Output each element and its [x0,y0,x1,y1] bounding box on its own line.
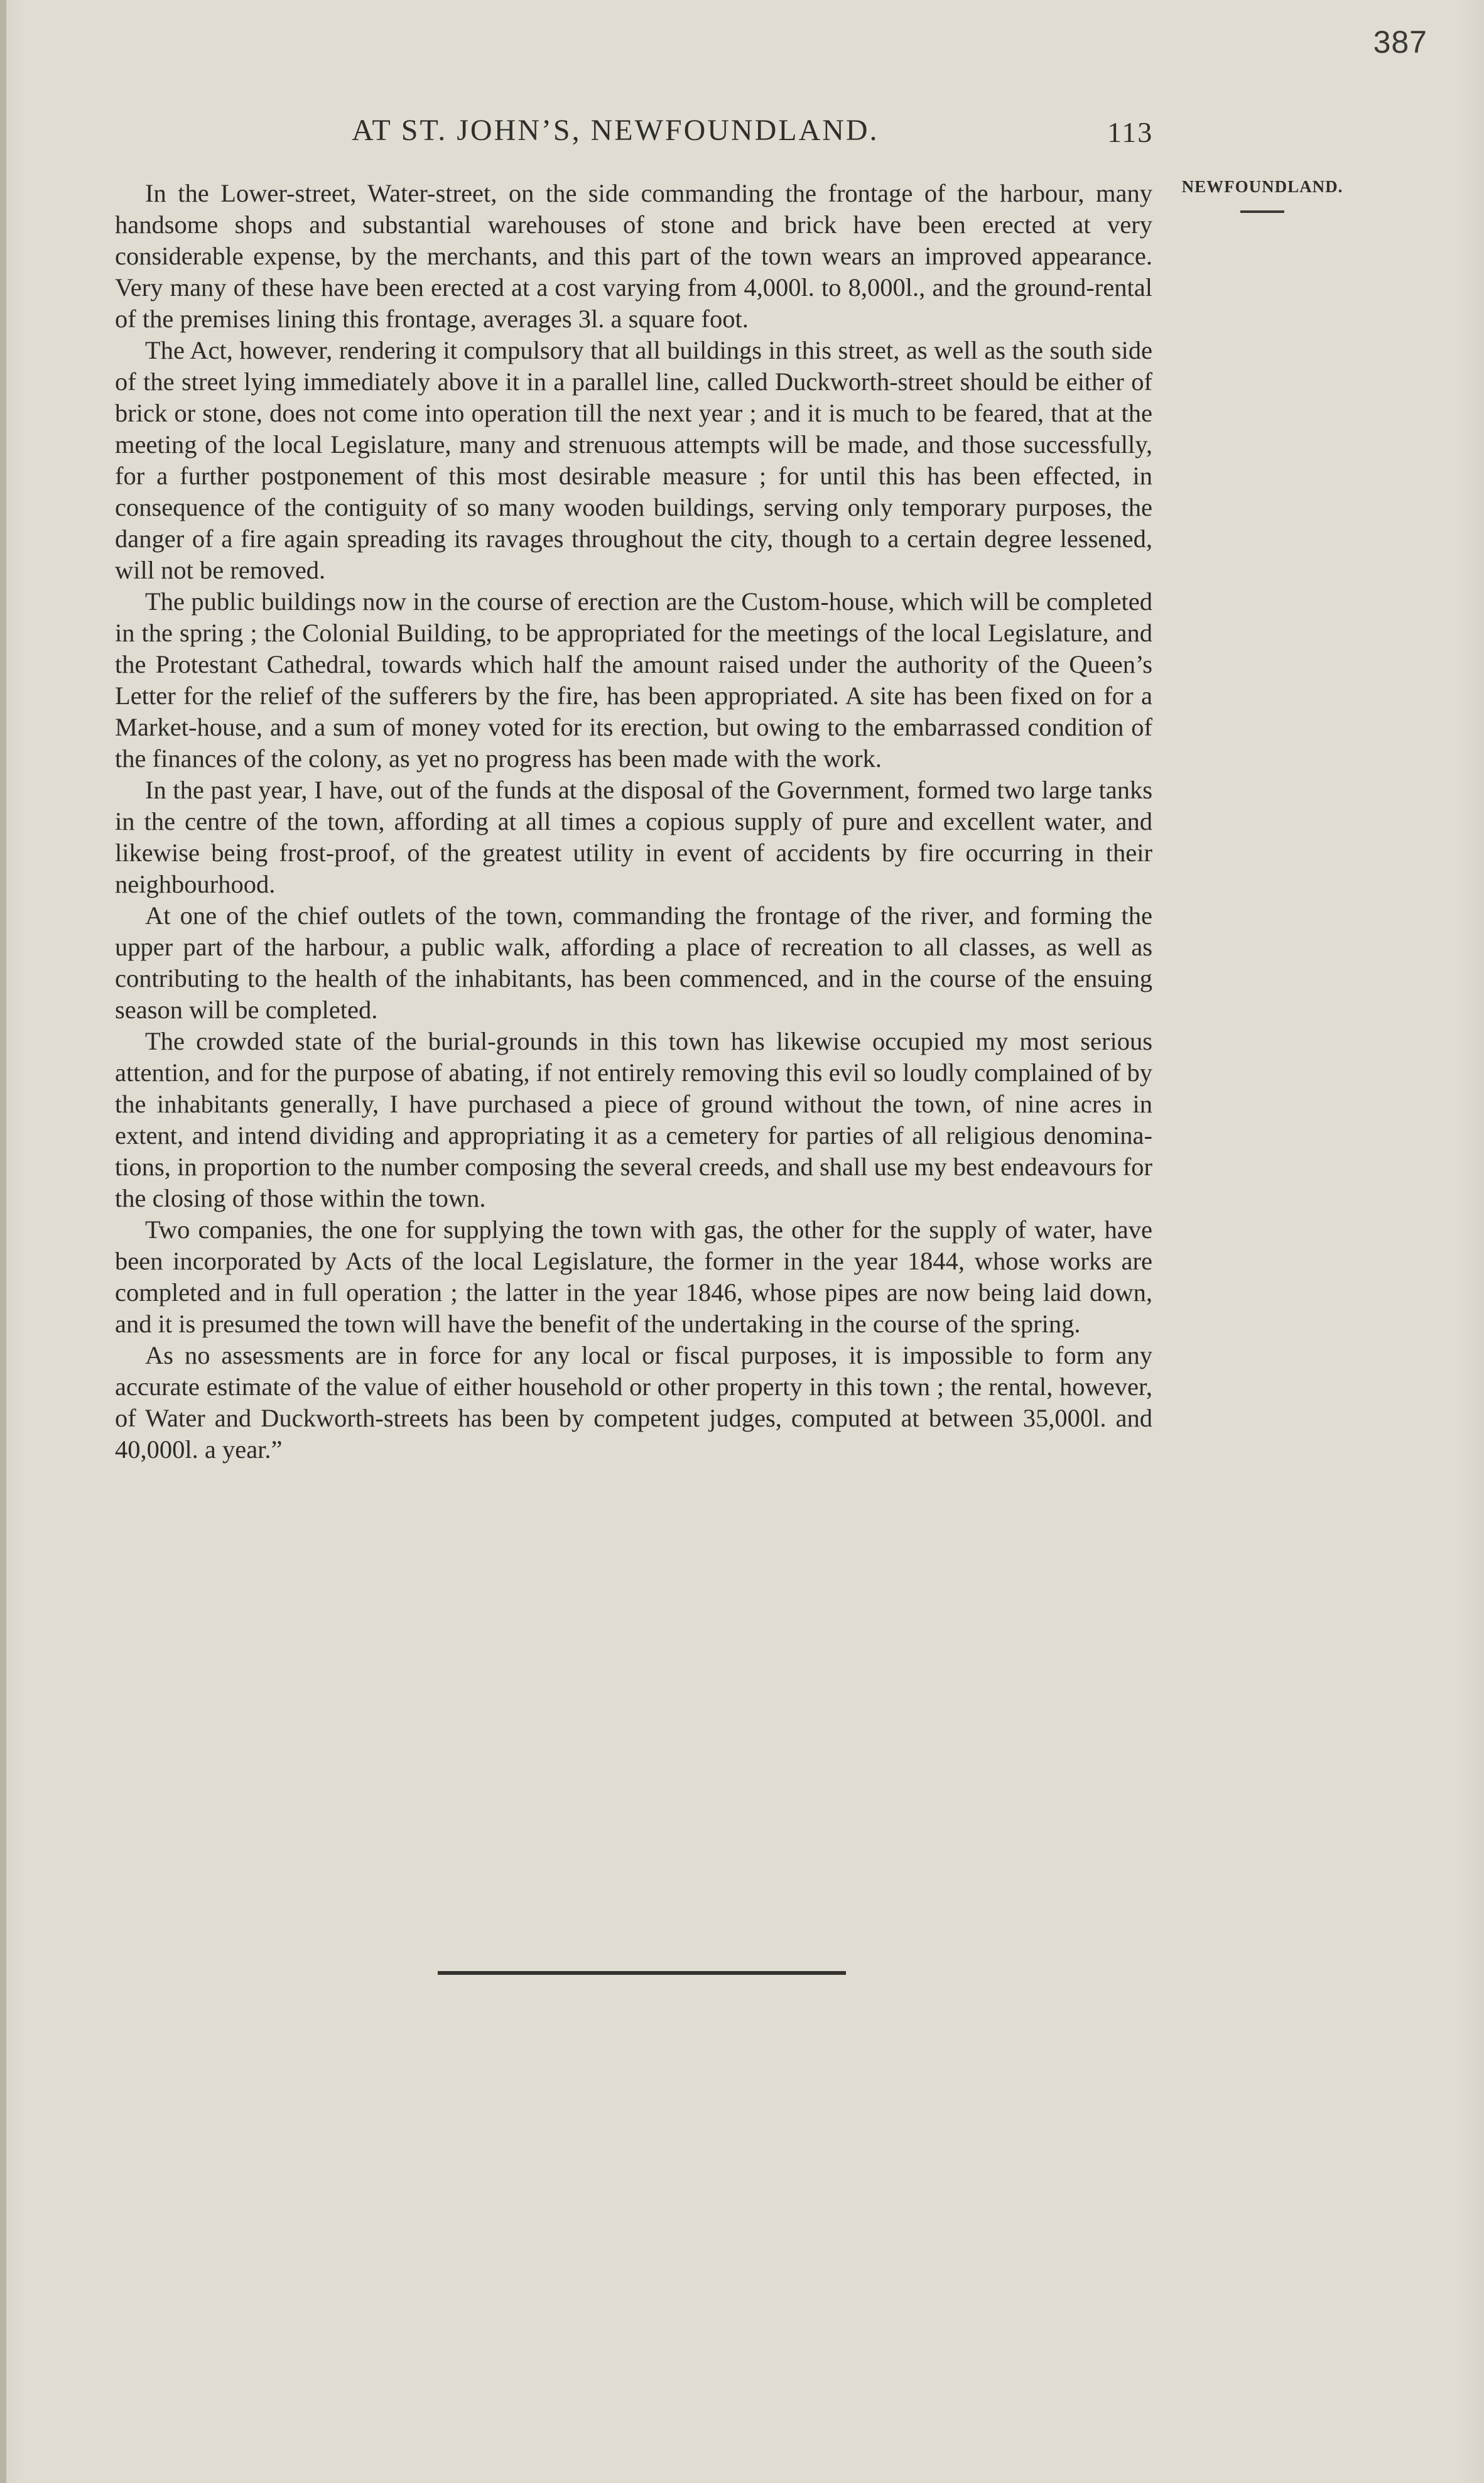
section-end-rule [438,1971,846,1975]
paragraph: Two companies, the one for supplying the town with gas, the other for the supply of water, have been incorporated by Acts of the local Legislature, the former in the year 1844, whose works are completed and in full operation ; the latter in the year 1846, whose pipes are now being laid down, and it is presumed the town will have the benefit of the undertaking in the course of the spring. [115,1215,1152,1338]
paragraph: At one of the chief outlets of the town, commanding the frontage of the river, and forming the upper part of the harbour, a public walk, affording a place of recreation to all classes, as well as contributing to the health of the inhabitants, has been commenced, and in the course of the ensuing season will be completed. [115,901,1152,1024]
margin-note-rule [1240,210,1284,213]
page-binding-edge [0,0,6,2483]
folio-number: 113 [1107,116,1154,148]
margin-note-label: NEWFOUNDLAND. [1181,177,1343,196]
running-head [352,113,1162,157]
paragraph: As no assessments are in force for any local or fiscal purposes, it is impossible to form any accurate estimate of the value of either household or other property in this town ; the rental, however, of Water and Duckworth-streets has been by competent judges, computed at between 35,000l. and 40,000l. a year.” [115,1341,1152,1464]
paragraph: In the past year, I have, out of the funds at the disposal of the Government, formed two large tanks in the centre of the town, affording at all times a copious supply of pure and excellent water, and likewise being frost-proof, of the greatest utility in event of accidents by fire occurring in their neighbourhood. [115,776,1152,898]
body-text [115,178,1152,1465]
paragraph: In the Lower-street, Water-street, on the side commanding the frontage of the harbour, many handsome shops and substantial warehouses of stone and brick have been erected at very considerable expense, by the merchants, and this part of the town wears an improved appearance. Very many of these have been erected at a cost varying from 4,000l. to 8,000l., and the ground-rental of the premises lining this frontage, averages 3l. a square foot. [115,179,1152,333]
running-title: AT ST. JOHN’S, NEWFOUNDLAND. [352,114,879,147]
paragraph: The public buildings now in the course of erection are the Custom-house, which will be completed in the spring ; the Colonial Building, to be appropriated for the meetings of the local Legislature, and the Protestant Cathedral, towards which half the amount raised under the authority of the Queen’s Letter for the relief of the sufferers by the fire, has been appropriated. A site has been fixed on for a Market-house, and a sum of money voted for its erection, but owing to the embarrassed condition of the finances of the colony, as yet no progress has been made with the work. [115,587,1152,773]
page-number: 387 [1373,24,1427,60]
paragraph: The Act, however, rendering it compulsory that all buildings in this street, as well as the south side of the street lying immediately above it in a parallel line, called Duckworth-street should be either of brick or stone, does not come into operation till the next year ; and it is much to be feared, that at the meeting of the local Legislature, many and strenuous attempts will be made, and those successfully, for a further postponement of this most desirable measure ; for until this has been effected, in consequence of the contiguity of so many wooden buildings, serving only temporary purposes, the danger of a fire again spreading its ravages throughout the city, though to a certain degree lessened, will not be removed. [115,336,1152,584]
margin-note [1168,177,1357,213]
paragraph: The crowded state of the burial-grounds in this town has likewise occupied my most serious attention, and for the purpose of abating, if not entirely removing this evil so loudly complained of by the inhabitants generally, I have purchased a piece of ground without the town, of nine acres in extent, and intend dividing and appropriating it as a cemetery for parties of all religious denominations, in proportion to the number composing the several creeds, and shall use my best endeavours for the closing of those within the town. [115,1027,1152,1212]
